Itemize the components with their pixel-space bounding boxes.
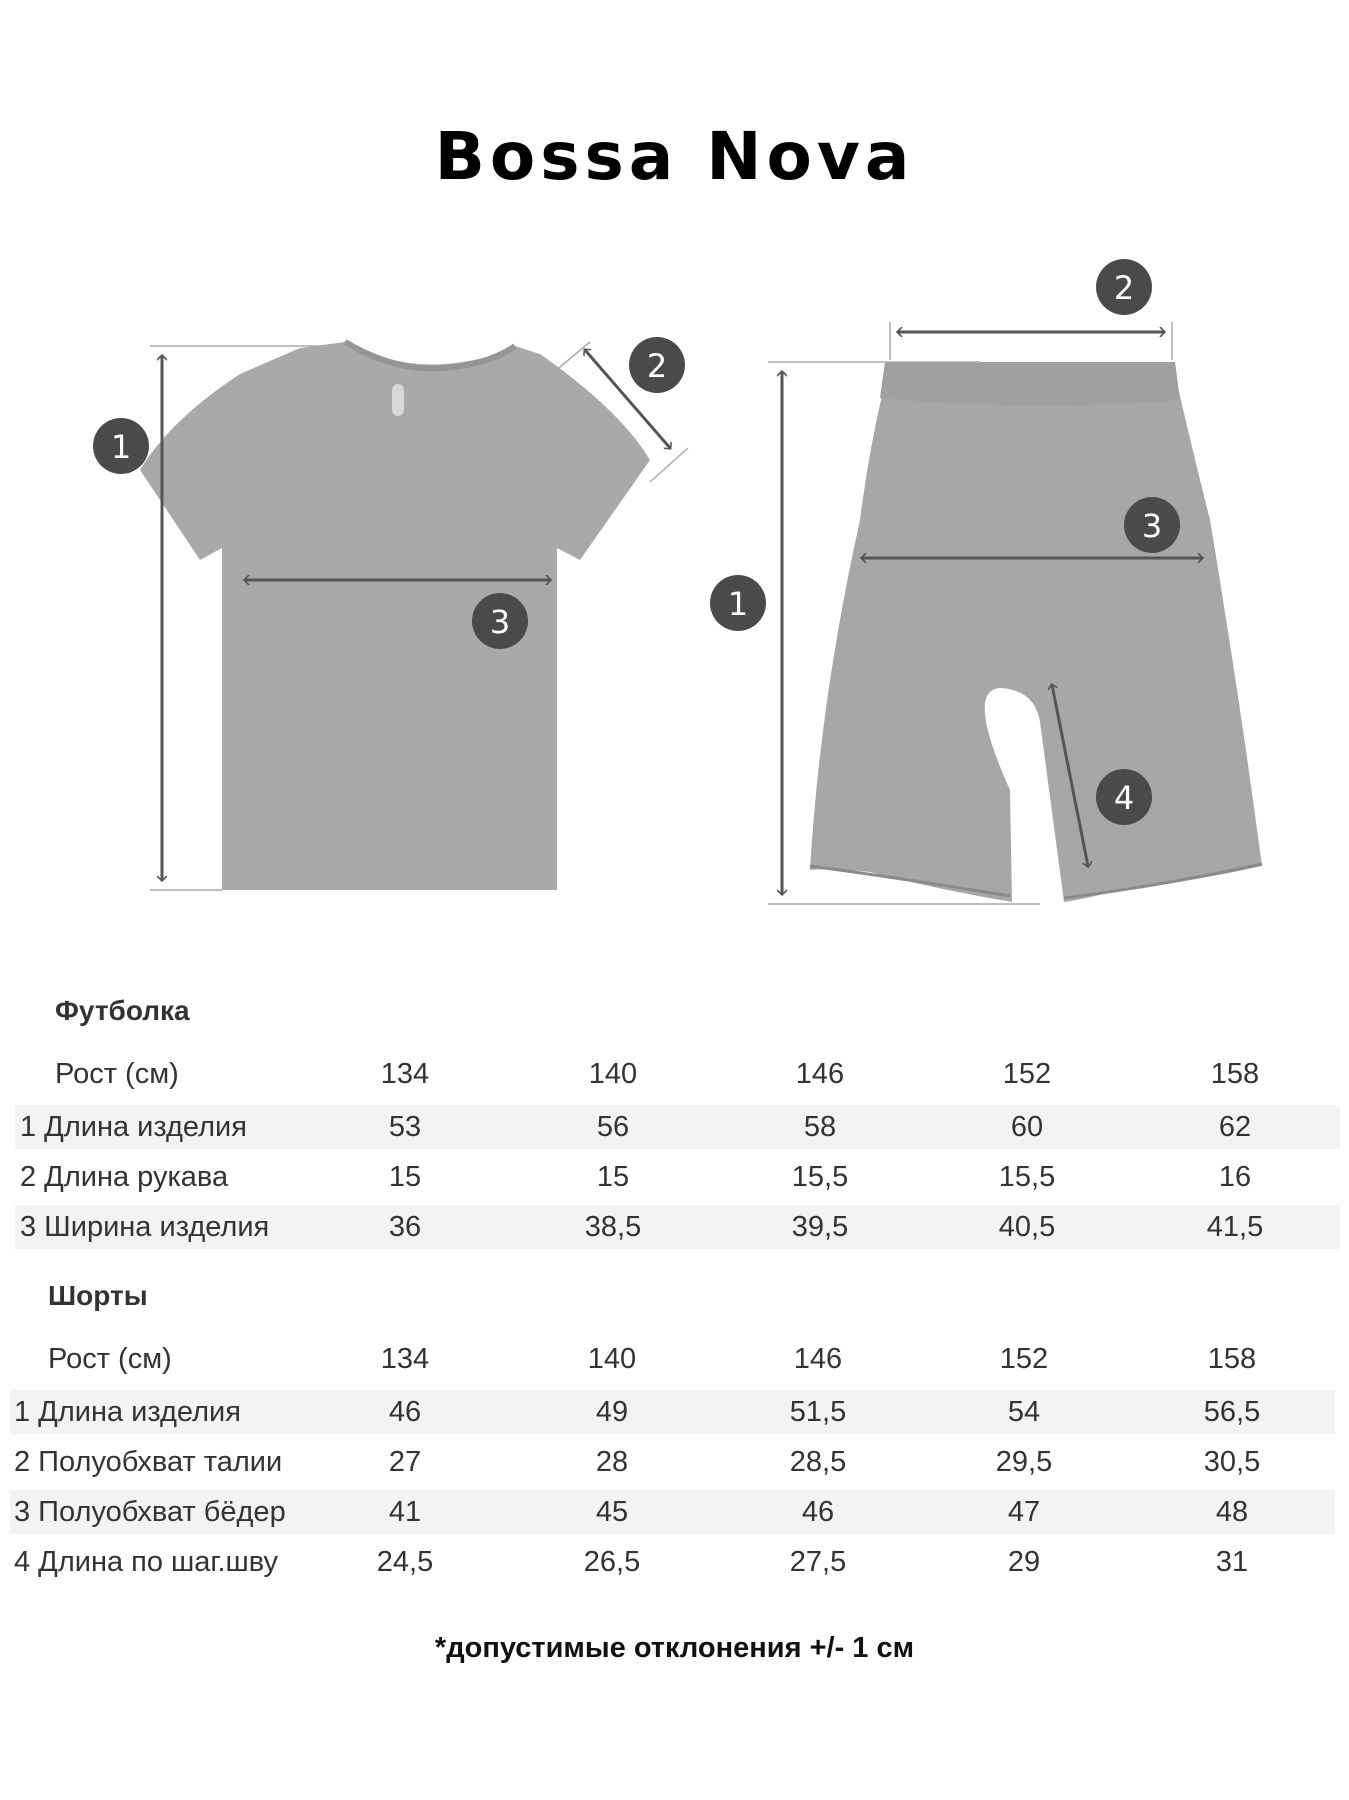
value-cell: 56 (596, 1111, 630, 1143)
tshirt-marker-2-text: 2 (646, 347, 668, 385)
value-cell: 47 (1007, 1496, 1041, 1528)
value-cell: 27 (388, 1446, 422, 1478)
tshirt-table-title: Футболка (55, 995, 190, 1026)
size-cell: 146 (793, 1343, 843, 1375)
size-cell: 134 (380, 1058, 430, 1090)
value-cell: 49 (595, 1396, 629, 1428)
value-cell: 30,5 (1203, 1446, 1261, 1478)
size-cell: 158 (1207, 1343, 1257, 1375)
size-cell: 140 (587, 1343, 637, 1375)
tshirt-header-label: Рост (см) (55, 1058, 179, 1090)
table-row (0, 1540, 1349, 1586)
value-cell: 38,5 (584, 1211, 642, 1243)
size-cell: 134 (380, 1343, 430, 1375)
value-cell: 15,5 (791, 1161, 849, 1193)
shorts-marker-3-text: 3 (1141, 507, 1163, 545)
shorts-header-row (0, 1337, 1349, 1383)
value-cell: 15,5 (998, 1161, 1056, 1193)
table-row (0, 1105, 1349, 1151)
table-row (0, 1390, 1349, 1436)
value-cell: 41,5 (1206, 1211, 1264, 1243)
value-cell: 15 (388, 1161, 422, 1193)
value-cell: 16 (1218, 1161, 1252, 1193)
row-label: 3 Полуобхват бёдер (14, 1496, 286, 1528)
shorts-shape (810, 362, 1262, 902)
value-cell: 26,5 (583, 1546, 641, 1578)
value-cell: 51,5 (789, 1396, 847, 1428)
tshirt-shape (140, 342, 650, 890)
value-cell: 40,5 (998, 1211, 1056, 1243)
table-row (0, 1155, 1349, 1201)
row-label: 2 Полуобхват талии (14, 1446, 283, 1478)
value-cell: 29 (1007, 1546, 1041, 1578)
value-cell: 15 (596, 1161, 630, 1193)
row-label: 1 Длина изделия (20, 1111, 247, 1143)
value-cell: 29,5 (995, 1446, 1053, 1478)
tshirt-marker-1-text: 1 (110, 428, 132, 466)
size-diagram (0, 240, 1349, 940)
value-cell: 31 (1215, 1546, 1249, 1578)
value-cell: 28,5 (789, 1446, 847, 1478)
tshirt-header-row (0, 1052, 1349, 1098)
value-cell: 27,5 (789, 1546, 847, 1578)
row-label: 4 Длина по шаг.шву (14, 1546, 279, 1578)
value-cell: 24,5 (376, 1546, 434, 1578)
garment-illustration (0, 240, 1349, 940)
brand-logo: Bossa Nova (434, 118, 915, 195)
shorts-marker-1-text: 1 (727, 585, 749, 623)
value-cell: 39,5 (791, 1211, 849, 1243)
size-cell: 152 (1002, 1058, 1052, 1090)
size-cell: 158 (1210, 1058, 1260, 1090)
table-row (0, 1440, 1349, 1486)
value-cell: 28 (595, 1446, 629, 1478)
value-cell: 48 (1215, 1496, 1249, 1528)
value-cell: 45 (595, 1496, 629, 1528)
value-cell: 46 (388, 1396, 422, 1428)
table-row (0, 1490, 1349, 1536)
size-cell: 152 (999, 1343, 1049, 1375)
value-cell: 36 (388, 1211, 422, 1243)
value-cell: 54 (1007, 1396, 1041, 1428)
tshirt-marker-3-text: 3 (489, 603, 511, 641)
row-label: 3 Ширина изделия (20, 1211, 270, 1243)
shorts-marker-4-text: 4 (1113, 779, 1135, 817)
value-cell: 41 (388, 1496, 422, 1528)
shorts-header-label: Рост (см) (48, 1343, 172, 1375)
size-cell: 146 (795, 1058, 845, 1090)
table-row (0, 1205, 1349, 1251)
shorts-table-title: Шорты (48, 1280, 148, 1311)
value-cell: 60 (1010, 1111, 1044, 1143)
size-cell: 140 (588, 1058, 638, 1090)
row-label: 2 Длина рукава (20, 1161, 229, 1193)
shorts-marker-2-text: 2 (1113, 269, 1135, 307)
value-cell: 53 (388, 1111, 422, 1143)
value-cell: 62 (1218, 1111, 1252, 1143)
value-cell: 58 (803, 1111, 837, 1143)
tolerance-note: *допустимые отклонения +/- 1 см (434, 1632, 915, 1664)
row-label: 1 Длина изделия (14, 1396, 241, 1428)
value-cell: 46 (801, 1496, 835, 1528)
value-cell: 56,5 (1203, 1396, 1261, 1428)
